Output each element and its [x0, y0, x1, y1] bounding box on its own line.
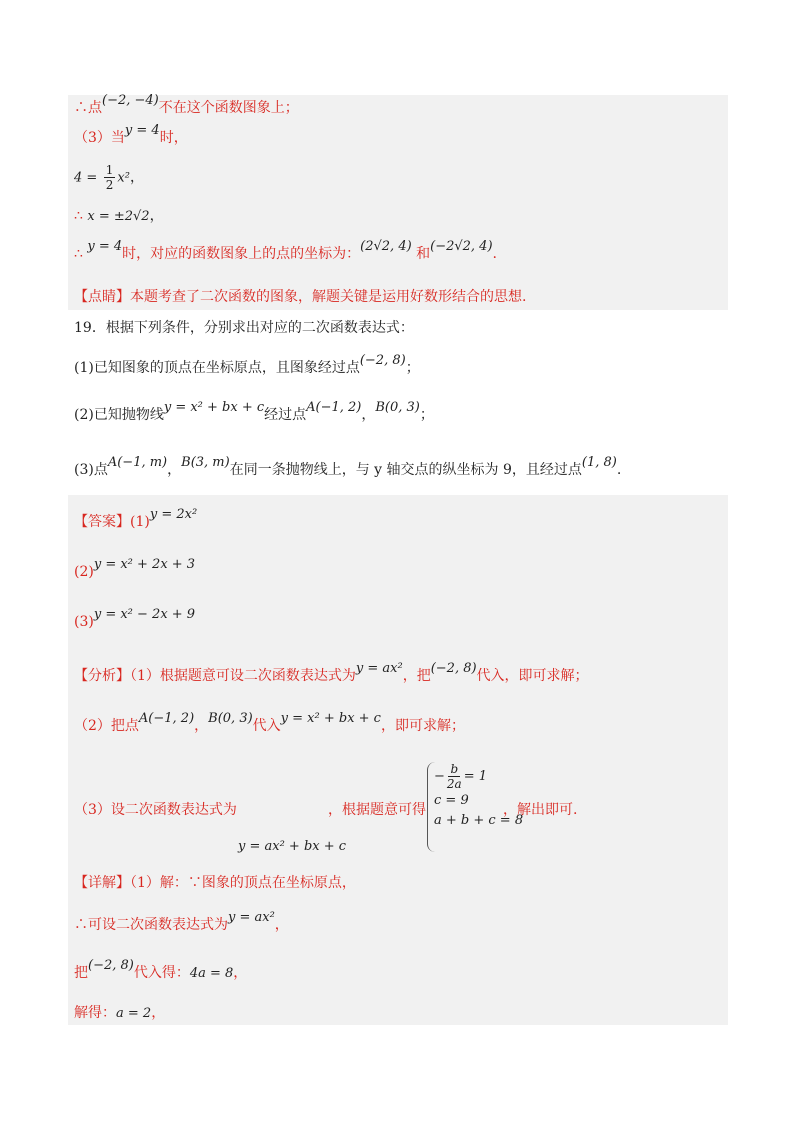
analysis-3-mid: ，根据题意可得 — [328, 802, 426, 818]
analysis-1: 【分析】（1）根据题意可设二次函数表达式为y = ax²，把(−2, 8)代入，即可求解； — [74, 661, 589, 684]
system-row-1: − $\frac{b}{2a}$ = 1 — [434, 762, 487, 791]
line-point-not-on-graph: ∴点(−2, −4)不在这个函数图象上； — [74, 93, 299, 116]
question-19-title: 19．根据下列条件，分别求出对应的二次函数表达式： — [74, 320, 414, 336]
answer-3: (3)y = x² − 2x + 9 — [74, 607, 196, 630]
answer-2: (2)y = x² + 2x + 3 — [74, 557, 196, 580]
point-math: (−2, −4) — [102, 93, 159, 108]
detail-1: 【详解】（1）解：∵图象的顶点在坐标原点， — [74, 875, 356, 891]
line-x-solution: ∴ x = ±2√2， — [74, 208, 164, 224]
answer-1: 【答案】(1)y = 2x² — [74, 507, 198, 530]
detail-4: 解得：a = 2， — [74, 1005, 166, 1021]
detail-2: ∴可设二次函数表达式为y = ax²， — [74, 910, 289, 933]
question-19-part-1: (1)已知图象的顶点在坐标原点，且图象经过点(−2, 8)； — [74, 353, 420, 376]
line-coordinates: ∴ y = 4时，对应的函数图象上的点的坐标为：(2√2, 4) 和(−2√2, 4). — [74, 239, 497, 262]
line-equation-half: 4 = $\frac{1}{2}$ x²， — [74, 163, 144, 192]
analysis-3-equation: y = ax² + bx + c — [238, 839, 347, 854]
fraction-half: $\frac{1}{2}$ — [105, 163, 114, 192]
equation-system — [427, 762, 523, 852]
question-19-part-2: (2)已知抛物线y = x² + bx + c经过点A(−1, 2)，B(0, 3)； — [74, 400, 434, 423]
analysis-2: （2）把点A(−1, 2)，B(0, 3)代入y = x² + bx + c，即可求解； — [74, 711, 465, 734]
fraction-b-over-2a: $\frac{b}{2a}$ — [446, 762, 462, 791]
analysis-3-end: ，解出即可. — [503, 802, 578, 818]
system-row-3: a + b + c = 8 — [434, 813, 524, 828]
question-19-part-3: (3)点A(−1, m)，B(3, m)在同一条抛物线上，与 y 轴交点的纵坐标为 9，且经过点(1, 8). — [74, 455, 622, 478]
system-row-2: c = 9 — [434, 793, 469, 808]
analysis-3-lead: （3）设二次函数表达式为 — [74, 802, 237, 818]
comment-dianjing: 【点睛】本题考查了二次函数的图象，解题关键是运用好数形结合的思想. — [74, 289, 527, 305]
detail-3: 把(−2, 8)代入得：4a = 8， — [74, 958, 248, 981]
line-case-3: （3）当y = 4时， — [74, 123, 188, 146]
